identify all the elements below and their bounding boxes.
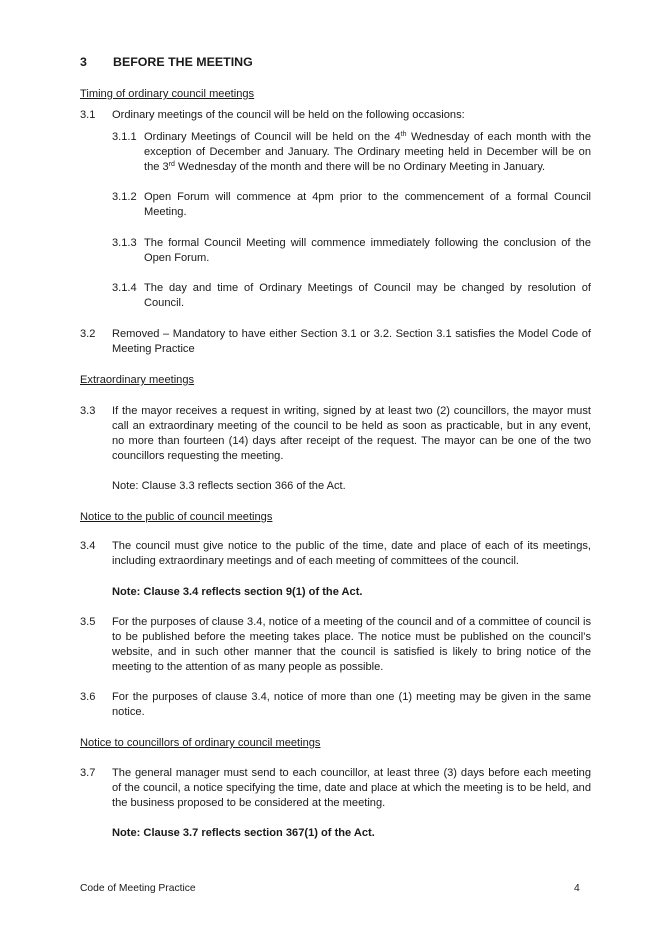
clause-text: The formal Council Meeting will commence immediately following the conclusion of the Open Forum. — [144, 237, 591, 264]
clause-number: 3.4 — [80, 540, 96, 552]
note-3-4: Note: Clause 3.4 reflects section 9(1) of the Act. — [112, 586, 363, 598]
clause-text: If the mayor receives a request in writing, signed by at least two (2) councillors, the mayor must call an extraordinary meeting of the council to be held as soon as practicable, but in any event, no more than fourteen (14) days after receipt of the request. The mayor can be one of the two councillors requesting the meeting. — [112, 405, 591, 462]
section-heading — [80, 55, 253, 70]
page-number: 4 — [574, 883, 580, 894]
clause-text-part: Wednesday of the month and there will be no Ordinary Meeting in January. — [174, 161, 546, 173]
clause-number: 3.1.2 — [112, 191, 137, 203]
clause-text: The general manager must send to each councillor, at least three (3) days before each meeting of the council, a notice specifying the time, date and place at which the meeting is to be held, and the business proposed to be considered at the meeting. — [112, 767, 591, 809]
clause-text-part: Wednesday of each month with the exception of December and January. The Ordinary meeting held in December will be on the 3 — [144, 131, 591, 173]
subheading-extraordinary: Extraordinary meetings — [80, 374, 195, 386]
clause-text: For the purposes of clause 3.4, notice of more than one (1) meeting may be given in the same notice. — [112, 691, 591, 718]
clause-3-1-1 — [112, 130, 591, 175]
clause-3-1-2 — [112, 190, 591, 220]
ordinal-suffix: th — [400, 131, 407, 138]
clause-3-5 — [80, 615, 591, 675]
subheading-councillor-notice: Notice to councillors of ordinary council meetings — [80, 737, 321, 749]
clause-text: For the purposes of clause 3.4, notice of a meeting of the council and of a committee of council is to be published before the meeting takes place. The notice must be published on the council’s website, and in such other manner that the council is satisfied is likely to bring notice of the meeting to the attention of as many people as possible. — [112, 616, 591, 673]
clause-3-3 — [80, 404, 591, 464]
clause-text: Ordinary meetings of the council will be held on the following occasions: — [112, 109, 465, 121]
clause-3-1-3 — [112, 236, 591, 266]
clause-3-4 — [80, 539, 591, 569]
clause-text: The day and time of Ordinary Meetings of Council may be changed by resolution of Council. — [144, 282, 591, 309]
clause-3-1 — [80, 108, 591, 123]
clause-number: 3.1.1 — [112, 131, 137, 143]
clause-number: 3.6 — [80, 691, 96, 703]
section-title: BEFORE THE MEETING — [113, 55, 253, 69]
subheading-timing: Timing of ordinary council meetings — [80, 88, 255, 100]
clause-3-2 — [80, 327, 591, 357]
clause-text: Open Forum will commence at 4pm prior to the commencement of a formal Council Meeting. — [144, 191, 591, 218]
clause-text — [144, 130, 591, 175]
section-number: 3 — [80, 55, 87, 69]
clause-number: 3.2 — [80, 328, 96, 340]
clause-number: 3.1 — [80, 109, 96, 121]
clause-number: 3.5 — [80, 616, 96, 628]
clause-3-1-4 — [112, 281, 591, 311]
clause-3-7 — [80, 766, 591, 811]
ordinal-suffix: rd — [168, 161, 175, 168]
clause-number: 3.7 — [80, 767, 96, 779]
note-3-7: Note: Clause 3.7 reflects section 367(1) of the Act. — [112, 827, 375, 839]
clause-text: The council must give notice to the public of the time, date and place of each of its meetings, including extraordinary meetings and of each meeting of committees of the council. — [112, 540, 591, 567]
clause-number: 3.1.3 — [112, 237, 137, 249]
note-3-3: Note: Clause 3.3 reflects section 366 of the Act. — [112, 480, 346, 492]
clause-3-6 — [80, 690, 591, 720]
clause-number: 3.3 — [80, 405, 96, 417]
subheading-public-notice: Notice to the public of council meetings — [80, 511, 273, 523]
clause-text-part: Ordinary Meetings of Council will be held on the 4 — [144, 131, 401, 143]
clause-text: Removed – Mandatory to have either Section 3.1 or 3.2. Section 3.1 satisfies the Model Code of Meeting Practice — [112, 328, 591, 355]
footer-title: Code of Meeting Practice — [80, 883, 196, 894]
clause-number: 3.1.4 — [112, 282, 137, 294]
